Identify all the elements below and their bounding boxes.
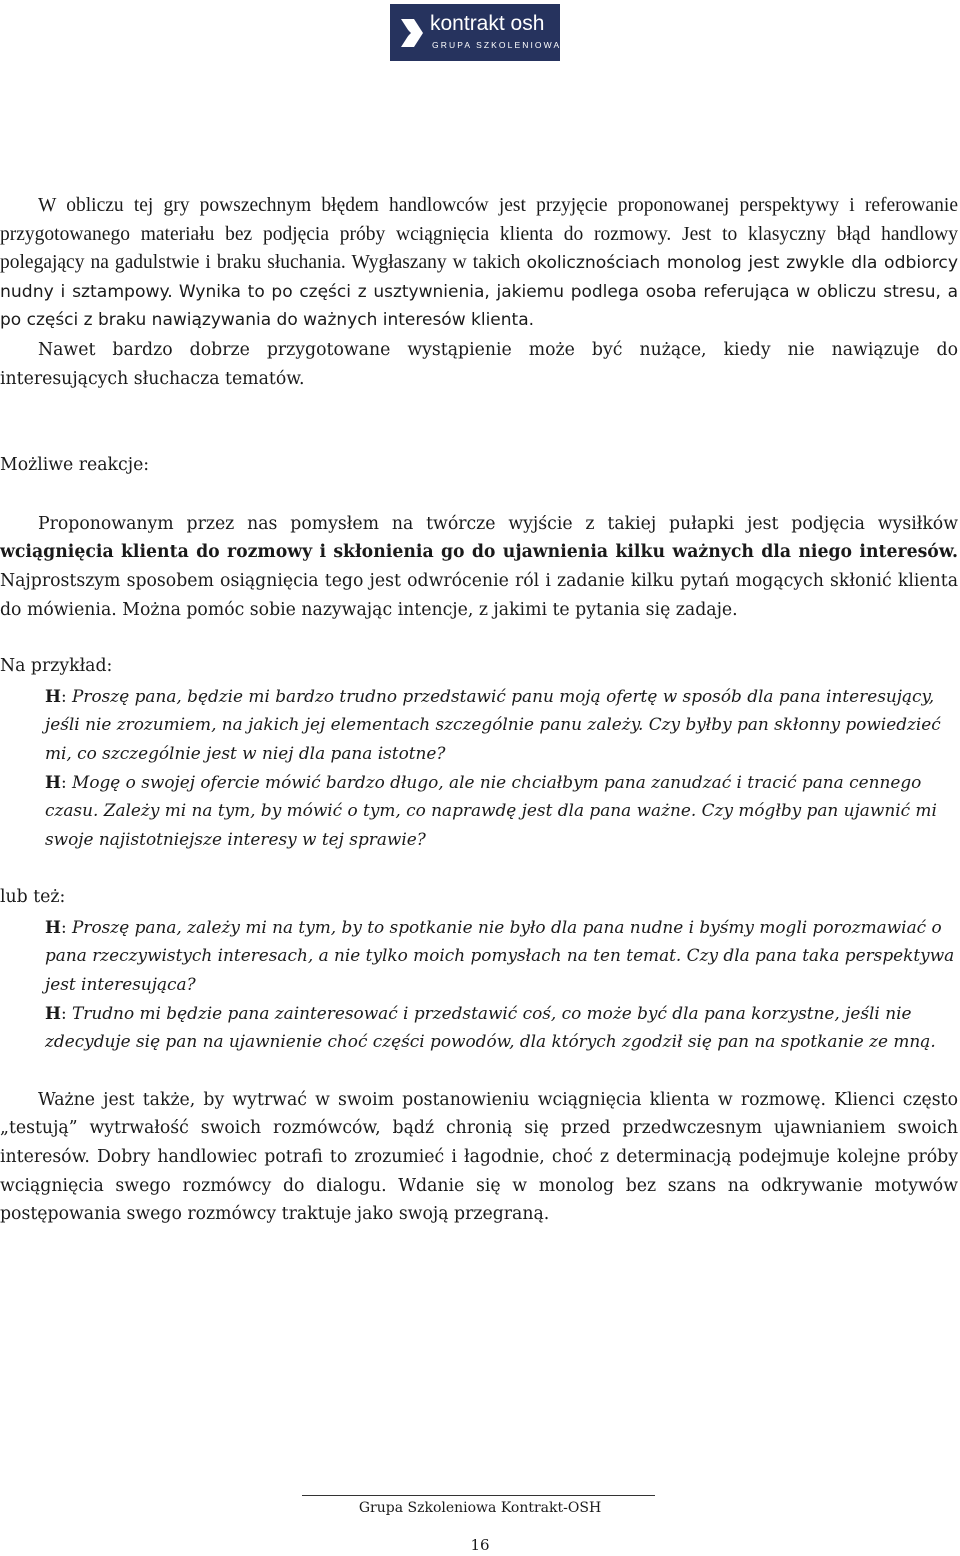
footer-divider (302, 1495, 655, 1496)
speaker-label: H (45, 685, 61, 706)
speaker-label: H (45, 771, 61, 792)
page-number: 16 (470, 1536, 490, 1554)
dialogue-example-2: H: Mogę o swojej ofercie mówić bardzo długo, ale nie chciałbym pana zanudzać i tracić pana cennego czasu. Zależy mi na tym, by mówić o tym, co naprawdę jest dla pana ważne. Czy mógłby pan ujawnić mi swoje najistotniejsze interesy w tej sprawie? (45, 771, 937, 849)
dialogue-example-4: H: Trudno mi będzie pana zainteresować i przedstawić coś, co może być dla pana korzystne, jeśli nie zdecyduje się pan na ujawnienie choć części powodów, dla których zgodził się pan na spotkanie ze mną. (45, 1002, 936, 1052)
speaker-label: H (45, 1002, 61, 1023)
paragraph-3-part1: Proponowanym przez nas pomysłem na twórcze wyjście z takiej pułapki jest podjęcia wysiłków (38, 513, 958, 534)
company-logo (390, 4, 560, 61)
footer-company: Grupa Szkoleniowa Kontrakt-OSH (358, 1500, 602, 1516)
dialogue-text: Mogę o swojej ofercie mówić bardzo długo, ale nie chciałbym pana zanudzać i tracić pana cennego czasu. Zależy mi na tym, by mówić o tym, co naprawdę jest dla pana ważne. Czy mógłby pan ujawnić mi swoje najistotniejsze interesy w tej sprawie? (45, 771, 937, 849)
paragraph-3-bold: wciągnięcia klienta do rozmowy i skłonienia go do ujawnienia kilku ważnych dla niego interesów. (0, 542, 958, 563)
paragraph-intro-part1: W obliczu tej gry powszechnym błędem handlowców jest przyjęcie proponowanej perspektywy i referowanie przygotowanego materiału bez podjęcia próby wciągnięcia klienta do rozmowy. Jest to klasyczny błąd handlowy polegający na gadulstwie i braku słuchania. Wygłaszany w takich (0, 195, 958, 274)
speaker-label: H (45, 916, 61, 937)
paragraph-4: Ważne jest także, by wytrwać w swoim postanowieniu wciągnięcia klienta w rozmowę. Klienci często „testują” wytrwałość swoich rozmówców, bądź chronią się przed przedwczesnym ujawnianiem swoich interesów. Dobry handlowiec potrafi to zrozumieć i łagodnie, choć z determinacją podejmuje kolejne próby wciągnięcia swego rozmówcy do dialogu. Wdanie się w monolog bez szans na odkrywanie motywów postępowania swego rozmówcy traktuje jako swoją przegraną. (0, 1089, 958, 1225)
dialogue-text: Proszę pana, zależy mi na tym, by to spotkanie nie było dla pana nudne i byśmy mogli porozmawiać o pana rzeczywistych interesach, a nie tylko moich pomysłach na ten temat. Czy dla pana taka perspektywa jest interesująca? (45, 916, 955, 995)
dialogue-example-1: H: Proszę pana, będzie mi bardzo trudno przedstawić panu moją ofertę w sposób dla pana interesujący, jeśli nie zrozumiem, na jakich jej elementach szczególnie panu zależy. Czy byłby pan skłonny powiedzieć mi, co szczególnie jest w niej dla pana istotne? (45, 685, 941, 763)
document-body (0, 192, 958, 1229)
paragraph-intro-part3: Wynika to po części z usztywnienia, jakiemu podlega osoba referująca w obliczu stresu, a po części z braku nawiązywania do ważnych interesów klienta. (0, 281, 959, 331)
arrow-logo-icon (398, 16, 426, 50)
reactions-label: Możliwe reakcje: (0, 455, 150, 476)
paragraph-2: Nawet bardzo dobrze przygotowane wystąpienie może być nużące, kiedy nie nawiązuje do interesujących słuchacza tematów. (0, 339, 958, 389)
dialogue-text: Trudno mi będzie pana zainteresować i przedstawić coś, co może być dla pana korzystne, jeśli nie zdecyduje się pan na ujawnienie choć części powodów, dla których zgodził się pan na spotkanie ze mną. (45, 1002, 936, 1052)
logo-brand-text: kontrakt osh (430, 12, 545, 35)
paragraph-intro (0, 192, 958, 335)
or-label: lub też: (0, 887, 66, 908)
logo-subtitle-text: GRUPA SZKOLENIOWA (432, 40, 562, 50)
paragraph-intro-part2: okolicznościach monolog jest zwykle dla odbiorcy nudny i sztampowy. (0, 253, 958, 302)
dialogue-example-3: H: Proszę pana, zależy mi na tym, by to spotkanie nie było dla pana nudne i byśmy mogli porozmawiać o pana rzeczywistych interesach, a nie tylko moich pomysłach na ten temat. Czy dla pana taka perspektywa jest interesująca? (45, 916, 955, 995)
paragraph-3-part3: Najprostszym sposobem osiągnięcia tego jest odwrócenie ról i zadanie kilku pytań mogących skłonić klienta do mówienia. Można pomóc sobie nazywając intencje, z jakimi te pytania się zadaje. (0, 570, 958, 620)
paragraph-3 (0, 510, 958, 624)
example-label: Na przykład: (0, 656, 113, 677)
dialogue-text: Proszę pana, będzie mi bardzo trudno przedstawić panu moją ofertę w sposób dla pana interesujący, jeśli nie zrozumiem, na jakich jej elementach szczególnie panu zależy. Czy byłby pan skłonny powiedzieć mi, co szczególnie jest w niej dla pana istotne? (45, 685, 941, 763)
